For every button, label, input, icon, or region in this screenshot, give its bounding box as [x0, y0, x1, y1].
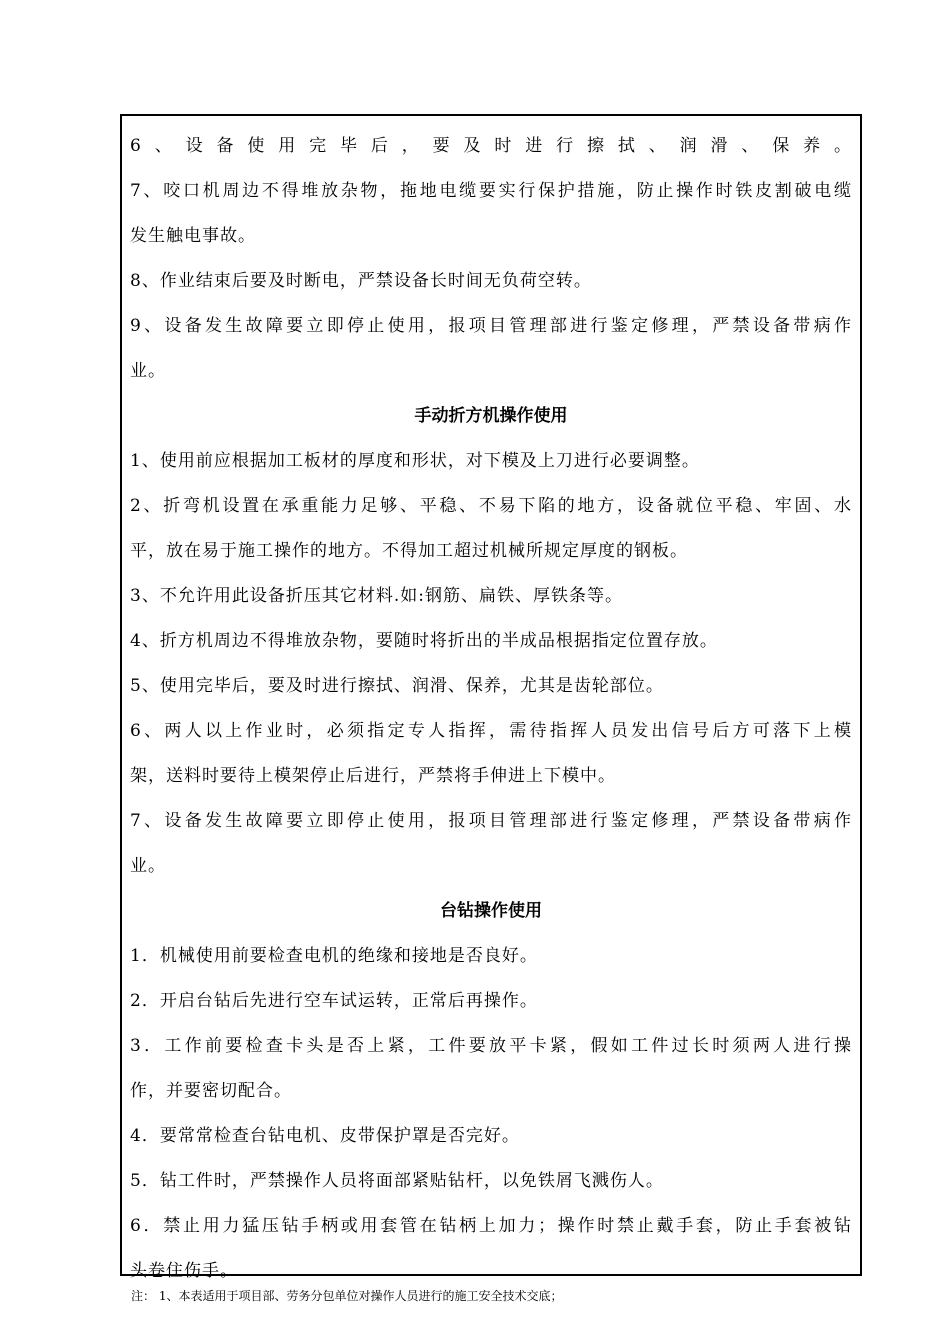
text-line: 2、折弯机设置在承重能力足够、平稳、不易下陷的地方，设备就位平稳、牢固、水: [130, 496, 852, 516]
text-line: 业。: [130, 361, 166, 381]
text-line: 2．开启台钻后先进行空车试运转，正常后再操作。: [130, 991, 538, 1011]
text-line: 头卷住伤手。: [130, 1261, 238, 1281]
text-line: 3、不允许用此设备折压其它材料.如:钢筋、扁铁、厚铁条等。: [130, 586, 623, 606]
text-line: 4．要常常检查台钻电机、皮带保护罩是否完好。: [130, 1126, 520, 1146]
text-line: 6．禁止用力猛压钻手柄或用套管在钻柄上加力；操作时禁止戴手套，防止手套被钻: [130, 1216, 852, 1236]
section-heading: 台钻操作使用: [440, 901, 542, 921]
text-line: 3．工作前要检查卡头是否上紧，工件要放平卡紧，假如工件过长时须两人进行操: [130, 1036, 852, 1056]
document-content: [130, 124, 852, 1294]
text-line: 发生触电事故。: [130, 226, 256, 246]
footnote: 注： 1、本表适用于项目部、劳务分包单位对操作人员进行的施工安全技术交底；: [131, 1289, 563, 1303]
text-line: 作，并要密切配合。: [130, 1081, 292, 1101]
text-line: 1、使用前应根据加工板材的厚度和形状，对下模及上刀进行必要调整。: [130, 451, 700, 471]
text-line: 6、设备使用完毕后，要及时进行擦拭、润滑、保养。: [130, 136, 852, 156]
text-line: 9、设备发生故障要立即停止使用，报项目管理部进行鉴定修理，严禁设备带病作: [130, 316, 852, 336]
text-line: 1．机械使用前要检查电机的绝缘和接地是否良好。: [130, 946, 538, 966]
text-line: 架，送料时要待上模架停止后进行，严禁将手伸进上下模中。: [130, 766, 616, 786]
text-line: 4、折方机周边不得堆放杂物，要随时将折出的半成品根据指定位置存放。: [130, 631, 718, 651]
text-line: 5．钻工件时，严禁操作人员将面部紧贴钻杆，以免铁屑飞溅伤人。: [130, 1171, 664, 1191]
section-heading: 手动折方机操作使用: [414, 406, 568, 426]
text-line: 5、使用完毕后，要及时进行擦拭、润滑、保养，尤其是齿轮部位。: [130, 676, 664, 696]
text-line: 6、两人以上作业时，必须指定专人指挥，需待指挥人员发出信号后方可落下上模: [130, 721, 852, 741]
text-line: 业。: [130, 856, 166, 876]
text-line: 7、咬口机周边不得堆放杂物，拖地电缆要实行保护措施，防止操作时铁皮割破电缆: [130, 181, 852, 201]
text-line: 7、设备发生故障要立即停止使用，报项目管理部进行鉴定修理，严禁设备带病作: [130, 811, 852, 831]
text-line: 平，放在易于施工操作的地方。不得加工超过机械所规定厚度的钢板。: [130, 541, 688, 561]
document-frame: [120, 114, 862, 1281]
text-line: 8、作业结束后要及时断电，严禁设备长时间无负荷空转。: [130, 271, 592, 291]
